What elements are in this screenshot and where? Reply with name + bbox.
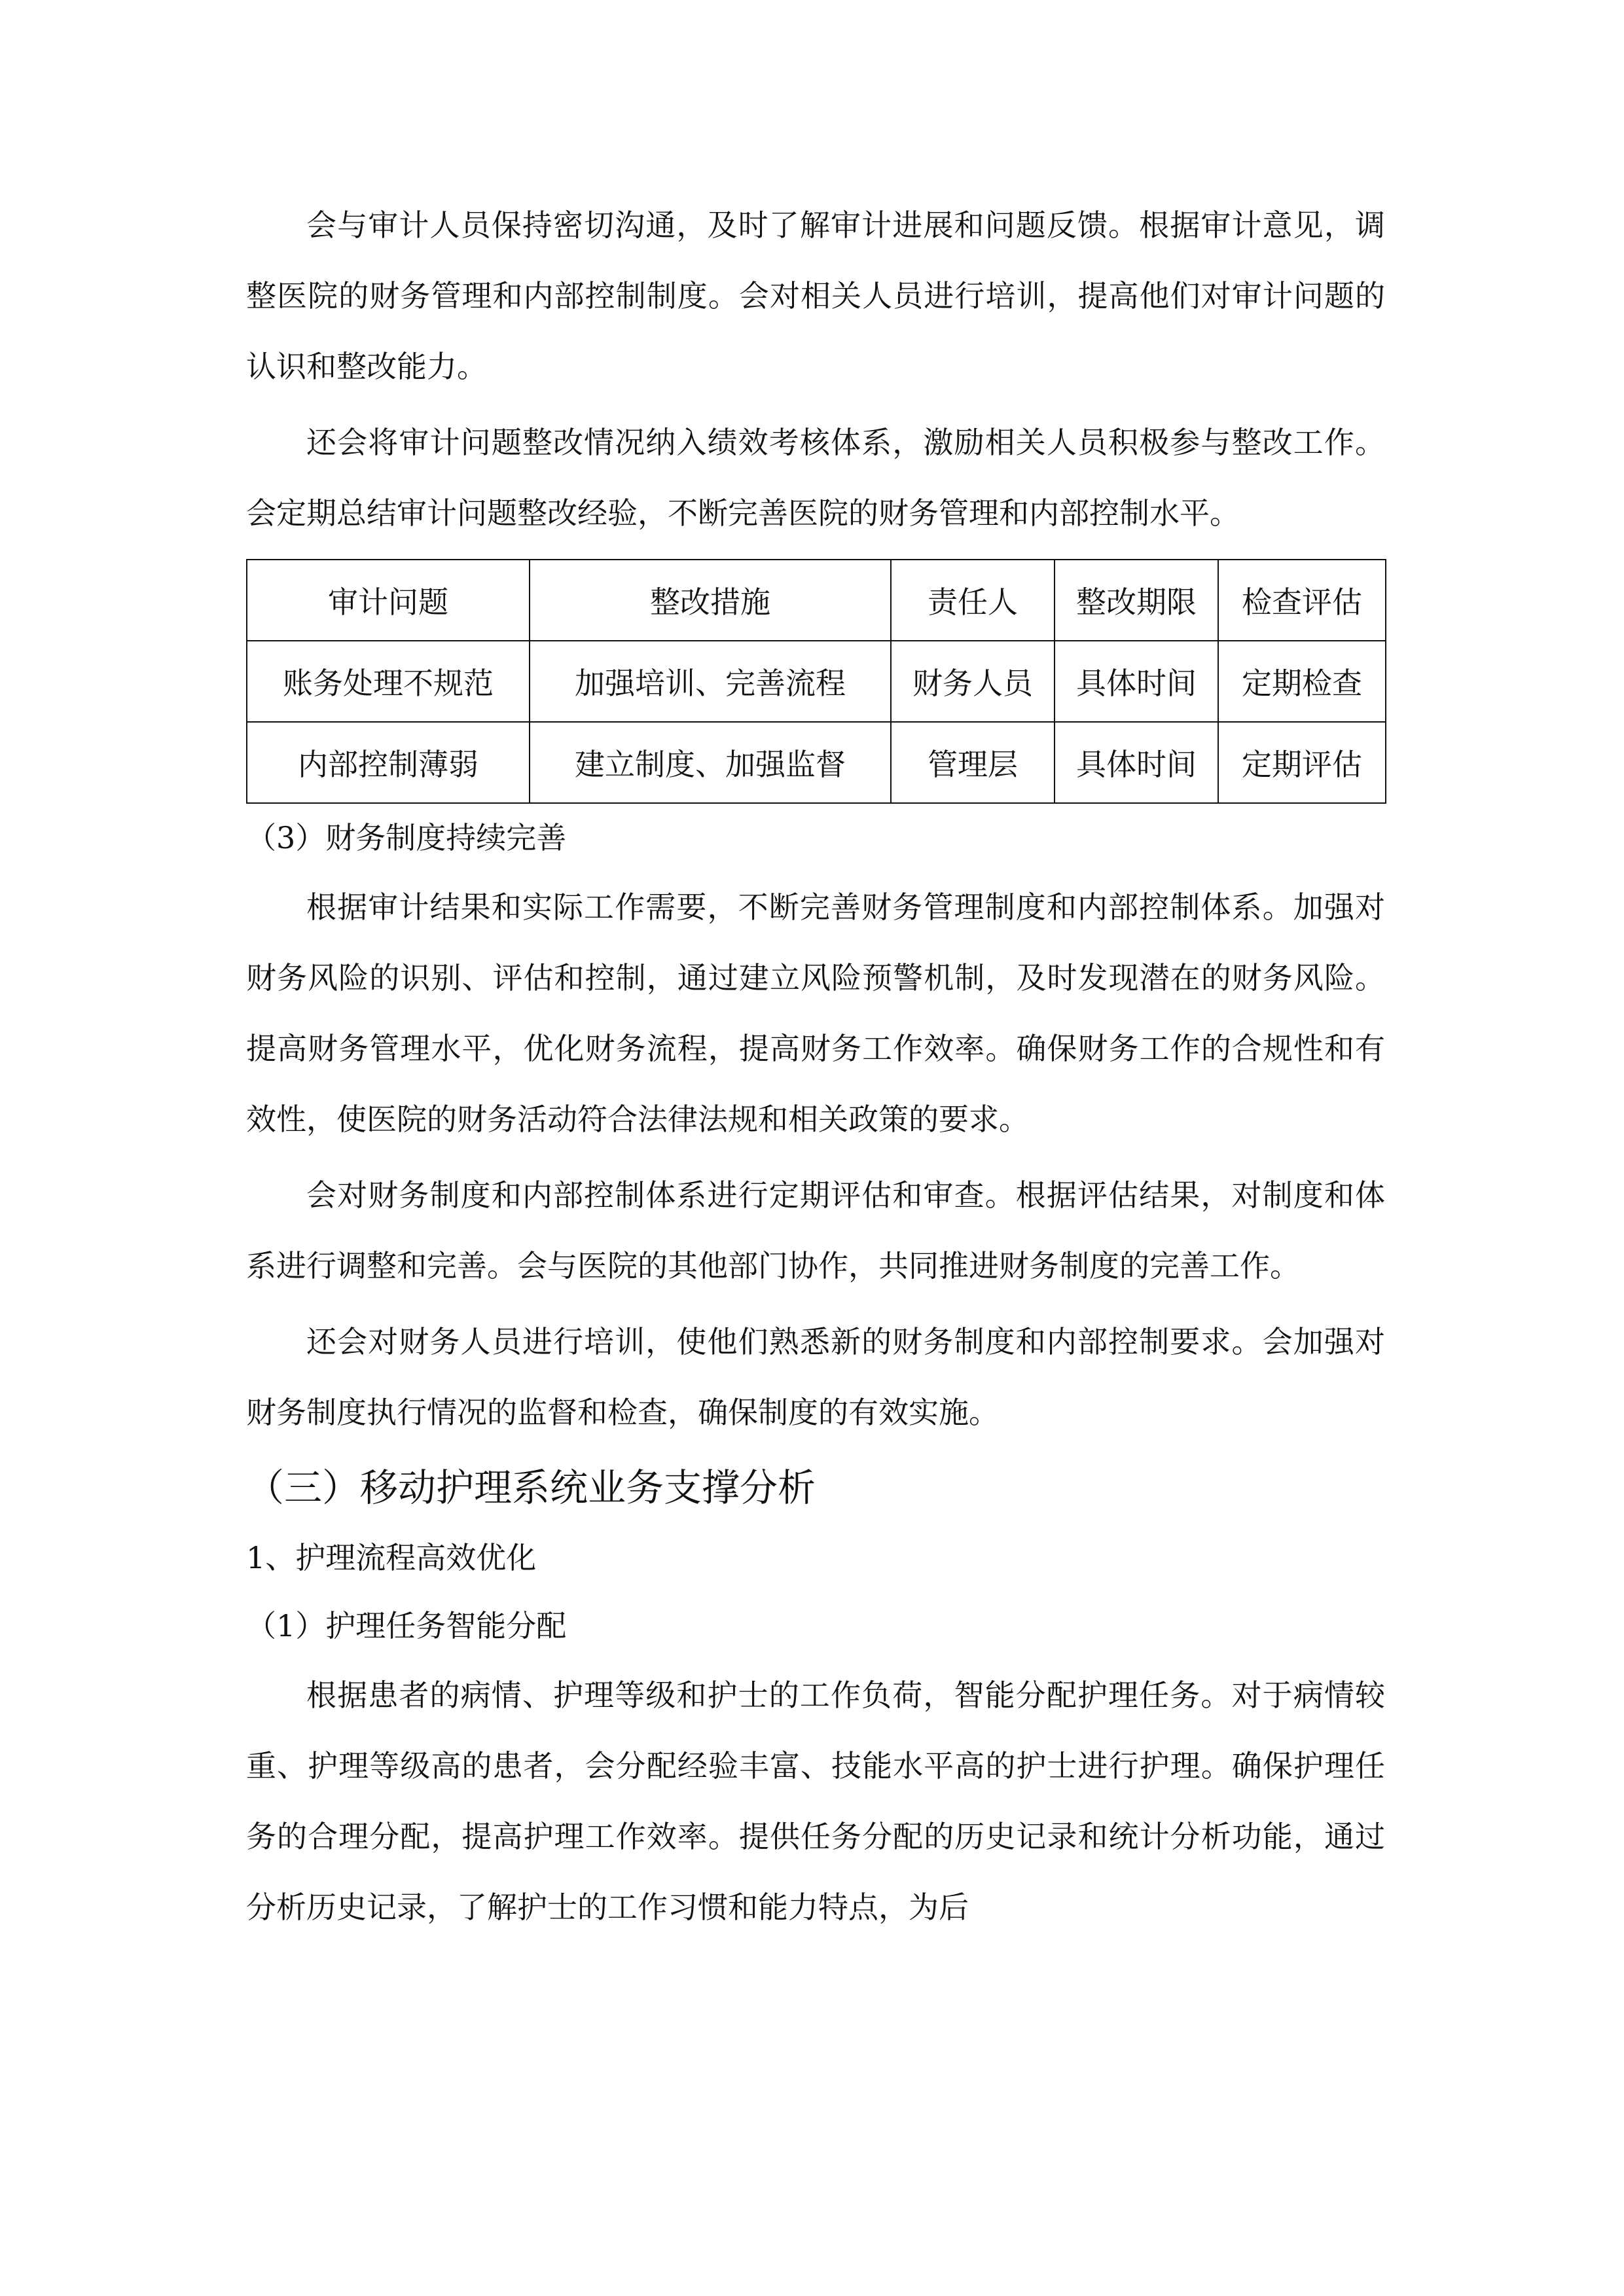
paragraph-audit-performance: 还会将审计问题整改情况纳入绩效考核体系，激励相关人员积极参与整改工作。会定期总结审计问题整改经验，不断完善医院的财务管理和内部控制水平。: [246, 425, 1385, 531]
paragraph-periodic-review: 会对财务制度和内部控制体系进行定期评估和审查。根据评估结果，对制度和体系进行调整和完善。会与医院的其他部门协作，共同推进财务制度的完善工作。: [246, 1177, 1385, 1283]
table-header-cell: 整改期限: [1055, 560, 1218, 641]
table-header-cell: 审计问题: [247, 560, 530, 641]
audit-rectification-table: [246, 559, 1386, 804]
table-header-cell: 整改措施: [530, 560, 891, 641]
subheading-nursing-process: 1、护理流程高效优化: [246, 1540, 537, 1575]
subheading-task-allocation: （1）护理任务智能分配: [246, 1608, 567, 1643]
table-row: [247, 641, 1386, 722]
section-heading: （三）移动护理系统业务支撑分析: [246, 1465, 816, 1510]
table-cell: 定期检查: [1218, 641, 1386, 722]
table-header-row: [247, 560, 1386, 641]
table-cell: 定期评估: [1218, 722, 1386, 803]
subheading-financial-system: （3）财务制度持续完善: [246, 820, 567, 855]
table-cell: 管理层: [891, 722, 1055, 803]
document-page: [246, 190, 1385, 1943]
paragraph-task-allocation: 根据患者的病情、护理等级和护士的工作负荷，智能分配护理任务。对于病情较重、护理等级高的患者，会分配经验丰富、技能水平高的护士进行护理。确保护理任务的合理分配，提高护理工作效率。提供任务分配的历史记录和统计分析功能，通过分析历史记录，了解护士的工作习惯和能力特点，为后: [246, 1677, 1385, 1925]
table-cell: 内部控制薄弱: [247, 722, 530, 803]
paragraph-financial-improvement: 根据审计结果和实际工作需要，不断完善财务管理制度和内部控制体系。加强对财务风险的识别、评估和控制，通过建立风险预警机制，及时发现潜在的财务风险。提高财务管理水平，优化财务流程，提高财务工作效率。确保财务工作的合规性和有效性，使医院的财务活动符合法律法规和相关政策的要求。: [246, 889, 1385, 1137]
paragraph-staff-training: 还会对财务人员进行培训，使他们熟悉新的财务制度和内部控制要求。会加强对财务制度执行情况的监督和检查，确保制度的有效实施。: [246, 1324, 1385, 1430]
table-cell: 财务人员: [891, 641, 1055, 722]
table-header-cell: 检查评估: [1218, 560, 1386, 641]
table-cell: 具体时间: [1055, 641, 1218, 722]
table-cell: 具体时间: [1055, 722, 1218, 803]
table-cell: 建立制度、加强监督: [530, 722, 891, 803]
table-cell: 账务处理不规范: [247, 641, 530, 722]
table-row: [247, 722, 1386, 803]
paragraph-audit-communication: 会与审计人员保持密切沟通，及时了解审计进展和问题反馈。根据审计意见，调整医院的财务管理和内部控制制度。会对相关人员进行培训，提高他们对审计问题的认识和整改能力。: [246, 207, 1385, 384]
table-cell: 加强培训、完善流程: [530, 641, 891, 722]
table-header-cell: 责任人: [891, 560, 1055, 641]
